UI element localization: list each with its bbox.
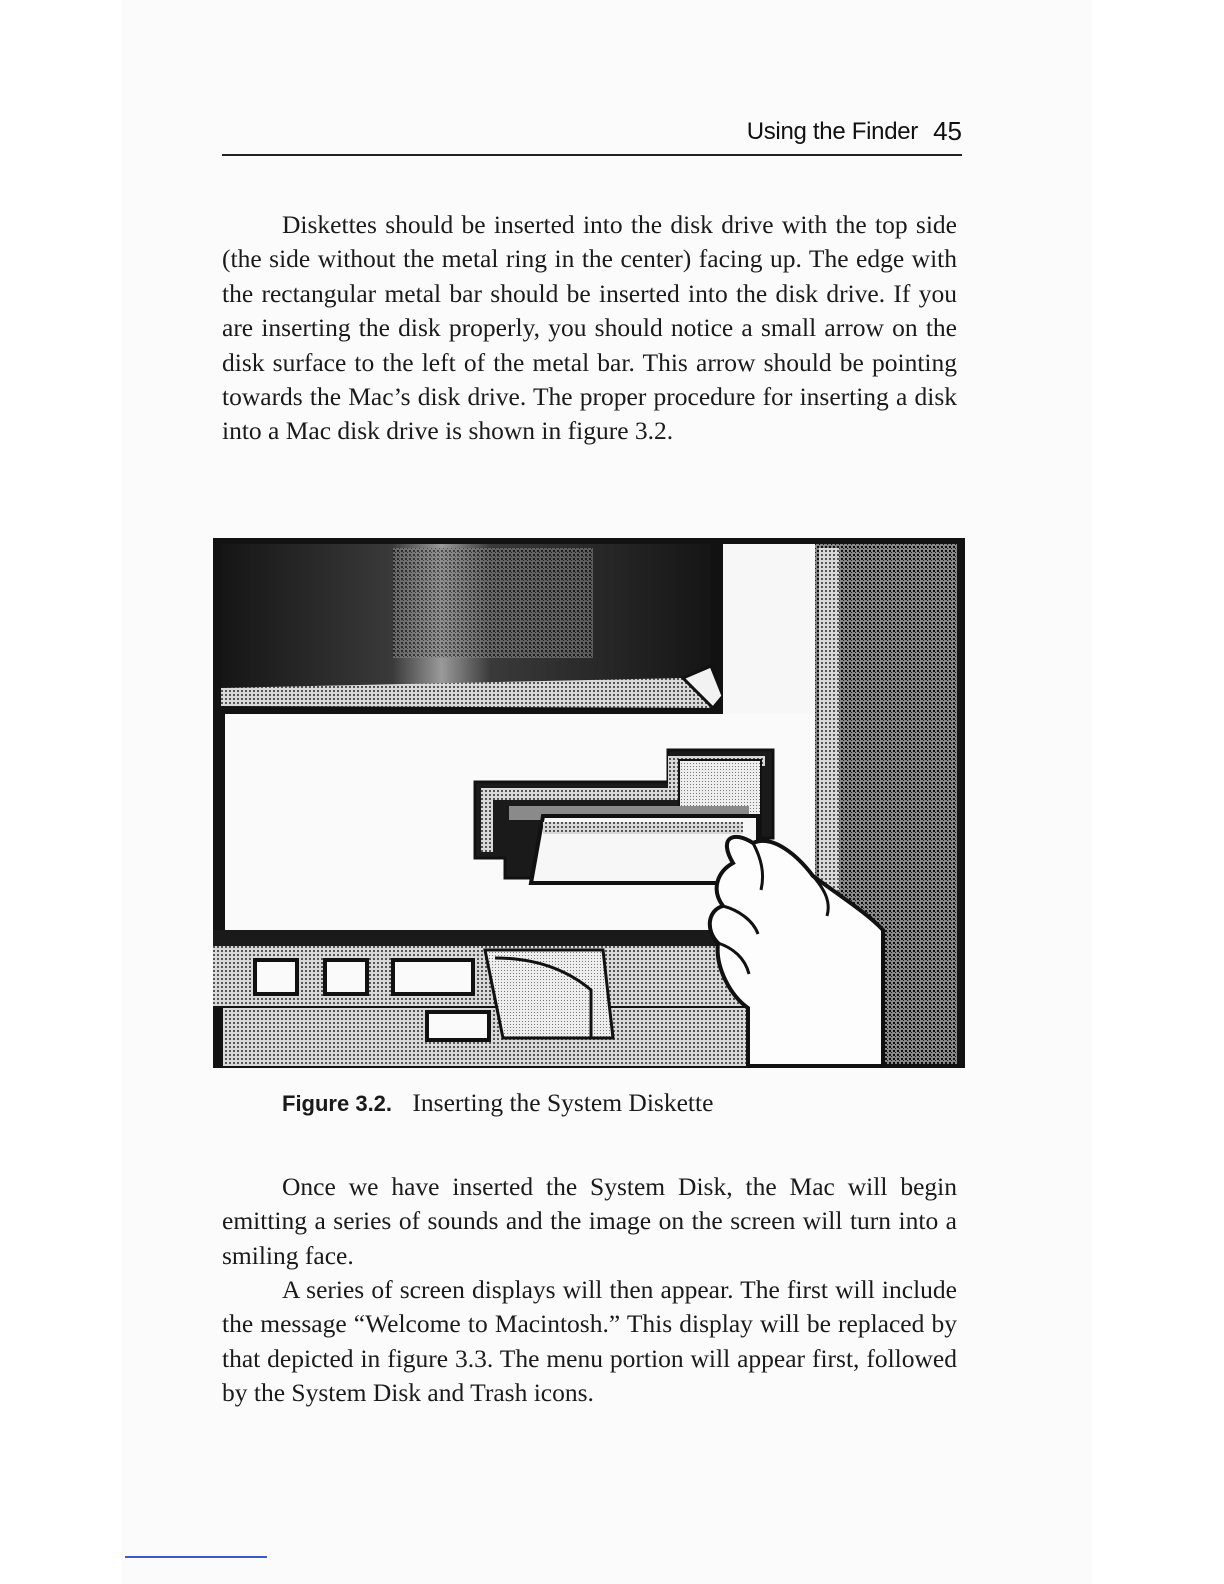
figure-label: Figure 3.2. (282, 1091, 393, 1116)
page-edge-line (125, 1556, 267, 1558)
figure-illustration (213, 538, 965, 1068)
body-paragraph-2: Once we have inserted the System Disk, the Mac will begin emitting a series of sounds and the image on the screen will turn into a smiling face. (222, 1172, 957, 1270)
figure-caption (282, 1088, 962, 1118)
body-paragraph-1: Diskettes should be inserted into the disk drive with the top side (the side without the metal ring in the center) facing up. The edge with the rectangular metal bar should be inserted into the disk drive. If you are inserting the disk properly, you should notice a small arrow on the disk surface to the left of the metal bar. This arrow should be pointing towards the Mac’s disk drive. The proper procedure for inserting a disk into a Mac disk drive is shown in figure 3.2. (222, 210, 957, 446)
body-paragraph-3: A series of screen displays will then appear. The first will include the message “Welcome to Macintosh.” This display will be replaced by that depicted in figure 3.3. The menu portion will appear first, followed by the System Disk and Trash icons. (222, 1275, 957, 1408)
header-title: Using the Finder (746, 118, 918, 145)
figure-caption-text: Inserting the System Diskette (412, 1088, 714, 1117)
running-header (222, 114, 962, 156)
page-number: 45 (933, 116, 962, 146)
